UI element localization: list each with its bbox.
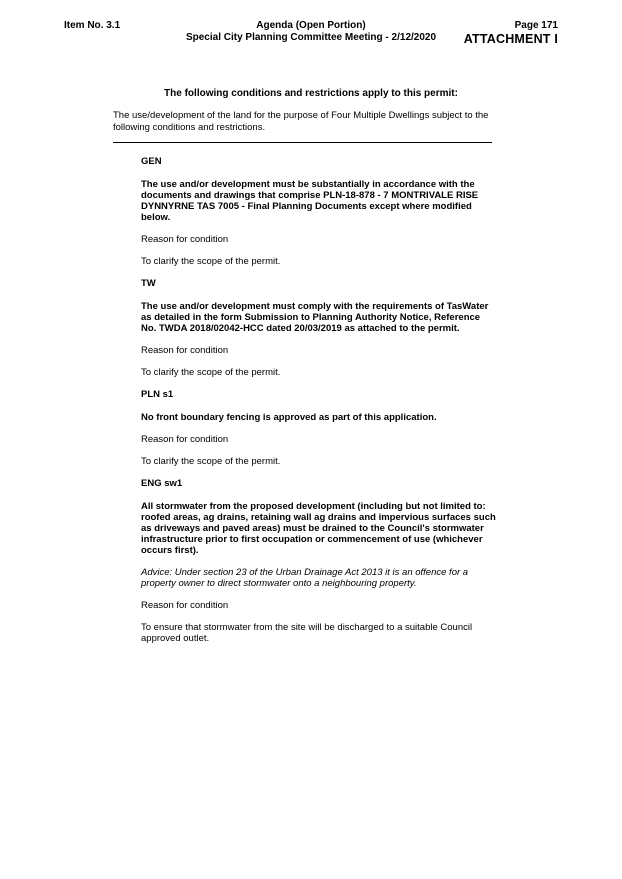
condition-pln-s1 xyxy=(141,389,496,467)
reason-label: Reason for condition xyxy=(141,234,229,245)
item-number: Item No. 3.1 xyxy=(64,20,121,31)
condition-gen xyxy=(141,156,496,267)
condition-text: The use and/or development must be substantially in accordance with the documents and drawings that comprise PLN-18-878 - 7 MONTRIVALE RISE DYNNYRNE TAS 7005 - Final Planning Documents except where modified below. xyxy=(141,179,479,223)
agenda-portion: Agenda (Open Portion) xyxy=(256,20,366,31)
reason-label: Reason for condition xyxy=(141,600,229,611)
reason-text: To ensure that stormwater from the site will be discharged to a suitable Council approved outlet. xyxy=(141,622,473,644)
condition-text: No front boundary fencing is approved as part of this application. xyxy=(141,412,437,423)
conditions-list xyxy=(141,156,496,655)
condition-tw xyxy=(141,278,496,378)
reason-text: To clarify the scope of the permit. xyxy=(141,367,281,378)
reason-text: To clarify the scope of the permit. xyxy=(141,456,281,467)
condition-code: ENG sw1 xyxy=(141,478,183,489)
condition-eng-sw1 xyxy=(141,478,496,644)
reason-label: Reason for condition xyxy=(141,434,229,445)
attachment-label: ATTACHMENT I xyxy=(463,32,558,46)
meeting-title: Special City Planning Committee Meeting - 2/12/2020 xyxy=(185,32,437,43)
condition-code: PLN s1 xyxy=(141,389,174,400)
reason-label: Reason for condition xyxy=(141,345,229,356)
reason-text: To clarify the scope of the permit. xyxy=(141,256,281,267)
permit-intro-text: The use/development of the land for the purpose of Four Multiple Dwellings subject to the following conditions and restrictions. xyxy=(113,110,489,133)
permit-conditions-title: The following conditions and restrictions apply to this permit: xyxy=(164,88,458,99)
section-divider xyxy=(113,142,492,143)
condition-text: All stormwater from the proposed development (including but not limited to: roofed areas, ag drains, retaining wall ag drains and impervious surfaces such as driveways and paved areas) must be drained to the Council's stormwater infrastructure prior to first occupation or commencement of use (whichever occurs first). xyxy=(141,501,496,556)
condition-code: GEN xyxy=(141,156,162,167)
condition-text: The use and/or development must comply with the requirements of TasWater as detailed in the form Submission to Planning Authority Notice, Reference No. TWDA 2018/02042-HCC dated 20/03/2019 as attached to the permit. xyxy=(141,301,489,334)
advice-text: Advice: Under section 23 of the Urban Drainage Act 2013 it is an offence for a property owner to direct stormwater onto a neighbouring property. xyxy=(141,567,469,589)
page-number: Page 171 xyxy=(514,20,558,31)
condition-code: TW xyxy=(141,278,156,289)
